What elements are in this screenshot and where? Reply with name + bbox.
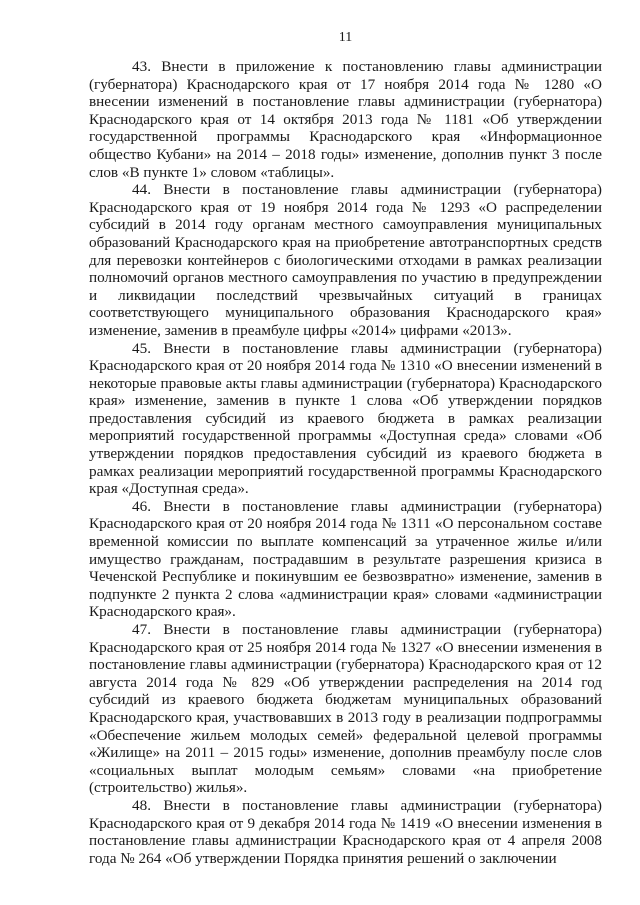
paragraph-46: 46. Внести в постановление главы администрации (губернатора) Краснодарского края от 20 ноября 2014 года № 1311 «О персональном составе временной комиссии по выплате компенсаций за утраченное жилье и/или имущество гражданам, пострадавшим в результате разрешения кризиса в Чеченской Республике и покинувшим ее безвозвратно» изменение, заменив в подпункте 2 пункта 2 слова «администрации края» словами «администрации Краснодарского края».: [89, 497, 602, 621]
page-number: 11: [338, 30, 353, 45]
paragraph-47: 47. Внести в постановление главы администрации (губернатора) Краснодарского края от 25 ноября 2014 года № 1327 «О внесении изменения в постановление главы администрации (губернатора) Краснодарского края от 12 августа 2014 года № 829 «Об утверждении распределения на 2014 год субсидий из краевого бюджета бюджетам муниципальных образований Краснодарского края, участвовавших в 2013 году в реализации подпрограммы «Обеспечение жильем молодых семей» федеральной целевой программы «Жилище» на 2011 – 2015 годы» изменение, дополнив преамбулу после слов «социальных выплат молодым семьям» словами «на приобретение (строительство) жилья».: [89, 621, 602, 797]
paragraph-45: 45. Внести в постановление главы администрации (губернатора) Краснодарского края от 20 ноября 2014 года № 1310 «О внесении изменений в некоторые правовые акты главы администрации (губернатора) Краснодарского края» изменение, заменив в пункте 1 слова «Об утверждении порядков предоставления субсидий из краевого бюджета в рамках реализации мероприятий государственной программы «Доступная среда» словами «Об утверждении порядков предоставления субсидий из краевого бюджета в рамках реализации мероприятий государственной программы Краснодарского края «Доступная среда».: [89, 339, 602, 498]
paragraph-48: 48. Внести в постановление главы администрации (губернатора) Краснодарского края от 9 декабря 2014 года № 1419 «О внесении изменения в постановление главы администрации Краснодарского края от 4 апреля 2008 года № 264 «Об утверждении Порядка принятия решений о заключении: [89, 796, 602, 867]
document-body: [89, 58, 602, 867]
paragraph-44: 44. Внести в постановление главы администрации (губернатора) Краснодарского края от 19 ноября 2014 года № 1293 «О распределении субсидий в 2014 году органам местного самоуправления муниципальных образований Краснодарского края на приобретение автотранспортных средств для перевозки контейнеров с биологическими отходами в рамках реализации полномочий органов местного самоуправления по участию в предупреждении и ликвидации последствий чрезвычайных ситуаций в границах соответствующего муниципального образования Краснодарского края» изменение, заменив в преамбуле цифры «2014» цифрами «2013».: [89, 181, 602, 339]
paragraph-43: 43. Внести в приложение к постановлению главы администрации (губернатора) Краснодарского края от 17 ноября 2014 года № 1280 «О внесении изменений в постановление главы администрации (губернатора) Краснодарского края от 14 октября 2013 года № 1181 «Об утверждении государственной программы Краснодарского края «Информационное общество Кубани» на 2014 – 2018 годы» изменение, дополнив пункт 3 после слов «В пункте 1» словом «таблицы».: [89, 58, 602, 181]
